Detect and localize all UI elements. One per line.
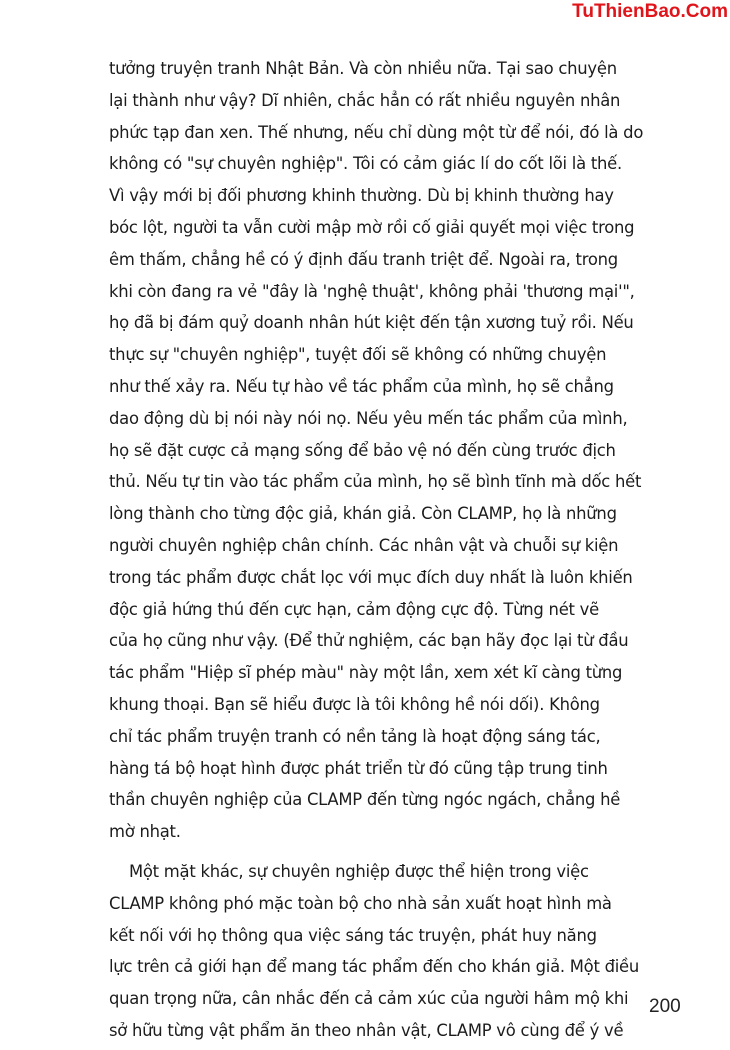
text-line: bóc lột, người ta vẫn cười mập mờ rồi cố giải quyết mọi việc trong xyxy=(109,217,635,237)
text-line: kết nối với họ thông qua việc sáng tác truyện, phát huy năng xyxy=(109,925,597,945)
text-line: thủ. Nếu tự tin vào tác phẩm của mình, họ sẽ bình tĩnh mà dốc hết xyxy=(109,472,642,492)
text-line: khi còn đang ra vẻ "đây là 'nghệ thuật', không phải 'thương mại'", xyxy=(109,281,635,301)
text-line: không có "sự chuyên nghiệp". Tôi có cảm giác lí do cốt lõi là thế. xyxy=(109,154,622,174)
text-line: trong tác phẩm được chắt lọc với mục đích duy nhất là luôn khiến xyxy=(109,567,633,587)
site-watermark: TuThienBao.Com xyxy=(572,1,728,22)
paragraph-2 xyxy=(109,856,640,1047)
text-line: mờ nhạt. xyxy=(109,822,181,842)
text-line: quan trọng nữa, cân nhắc đến cả cảm xúc của người hâm mộ khi xyxy=(109,989,629,1009)
text-line: sở hữu từng vật phẩm ăn theo nhân vật, CLAMP vô cùng để ý về xyxy=(109,1020,624,1040)
text-line: như thế xảy ra. Nếu tự hào về tác phẩm của mình, họ sẽ chẳng xyxy=(109,376,614,396)
text-line: êm thấm, chẳng hề có ý định đấu tranh triệt để. Ngoài ra, trong xyxy=(109,249,618,269)
text-line: tác phẩm "Hiệp sĩ phép màu" này một lần, xem xét kĩ càng từng xyxy=(109,663,623,683)
text-line: hàng tá bộ hoạt hình được phát triển từ đó cũng tập trung tinh xyxy=(109,758,608,778)
text-line: phức tạp đan xen. Thế nhưng, nếu chỉ dùng một từ để nói, đó là do xyxy=(109,122,644,142)
text-line: dao động dù bị nói này nói nọ. Nếu yêu mến tác phẩm của mình, xyxy=(109,408,628,428)
page-number: 200 xyxy=(649,996,681,1017)
text-line: họ đã bị đám quỷ doanh nhân hút kiệt đến tận xương tuỷ rồi. Nếu xyxy=(109,313,634,333)
text-line: Vì vậy mới bị đối phương khinh thường. Dù bị khinh thường hay xyxy=(109,186,614,206)
paragraph-1 xyxy=(109,53,644,848)
text-line: lòng thành cho từng độc giả, khán giả. Còn CLAMP, họ là những xyxy=(109,504,617,524)
text-line: người chuyên nghiệp chân chính. Các nhân vật và chuỗi sự kiện xyxy=(109,535,619,555)
text-line: thần chuyên nghiệp của CLAMP đến từng ngóc ngách, chẳng hề xyxy=(109,790,621,810)
text-line: tưởng truyện tranh Nhật Bản. Và còn nhiều nữa. Tại sao chuyện xyxy=(109,59,617,78)
text-line: họ sẽ đặt cược cả mạng sống để bảo vệ nó đến cùng trước địch xyxy=(109,440,616,460)
text-line: độc giả hứng thú đến cực hạn, cảm động cực độ. Từng nét vẽ xyxy=(109,599,599,619)
text-line: khung thoại. Bạn sẽ hiểu được là tôi không hề nói dối). Không xyxy=(109,694,600,714)
text-line: lực trên cả giới hạn để mang tác phẩm đến cho khán giả. Một điều xyxy=(109,957,640,977)
text-line: chỉ tác phẩm truyện tranh có nền tảng là hoạt động sáng tác, xyxy=(109,726,601,746)
text-line: lại thành như vậy? Dĩ nhiên, chắc hẳn có rất nhiều nguyên nhân xyxy=(109,90,621,110)
document-body xyxy=(109,53,644,1047)
text-line: của họ cũng như vậy. (Để thử nghiệm, các bạn hãy đọc lại từ đầu xyxy=(109,631,629,651)
text-line: thực sự "chuyên nghiệp", tuyệt đối sẽ không có những chuyện xyxy=(109,345,607,365)
text-line: CLAMP không phó mặc toàn bộ cho nhà sản xuất hoạt hình mà xyxy=(109,893,612,913)
text-line: Một mặt khác, sự chuyên nghiệp được thể hiện trong việc xyxy=(129,861,589,881)
